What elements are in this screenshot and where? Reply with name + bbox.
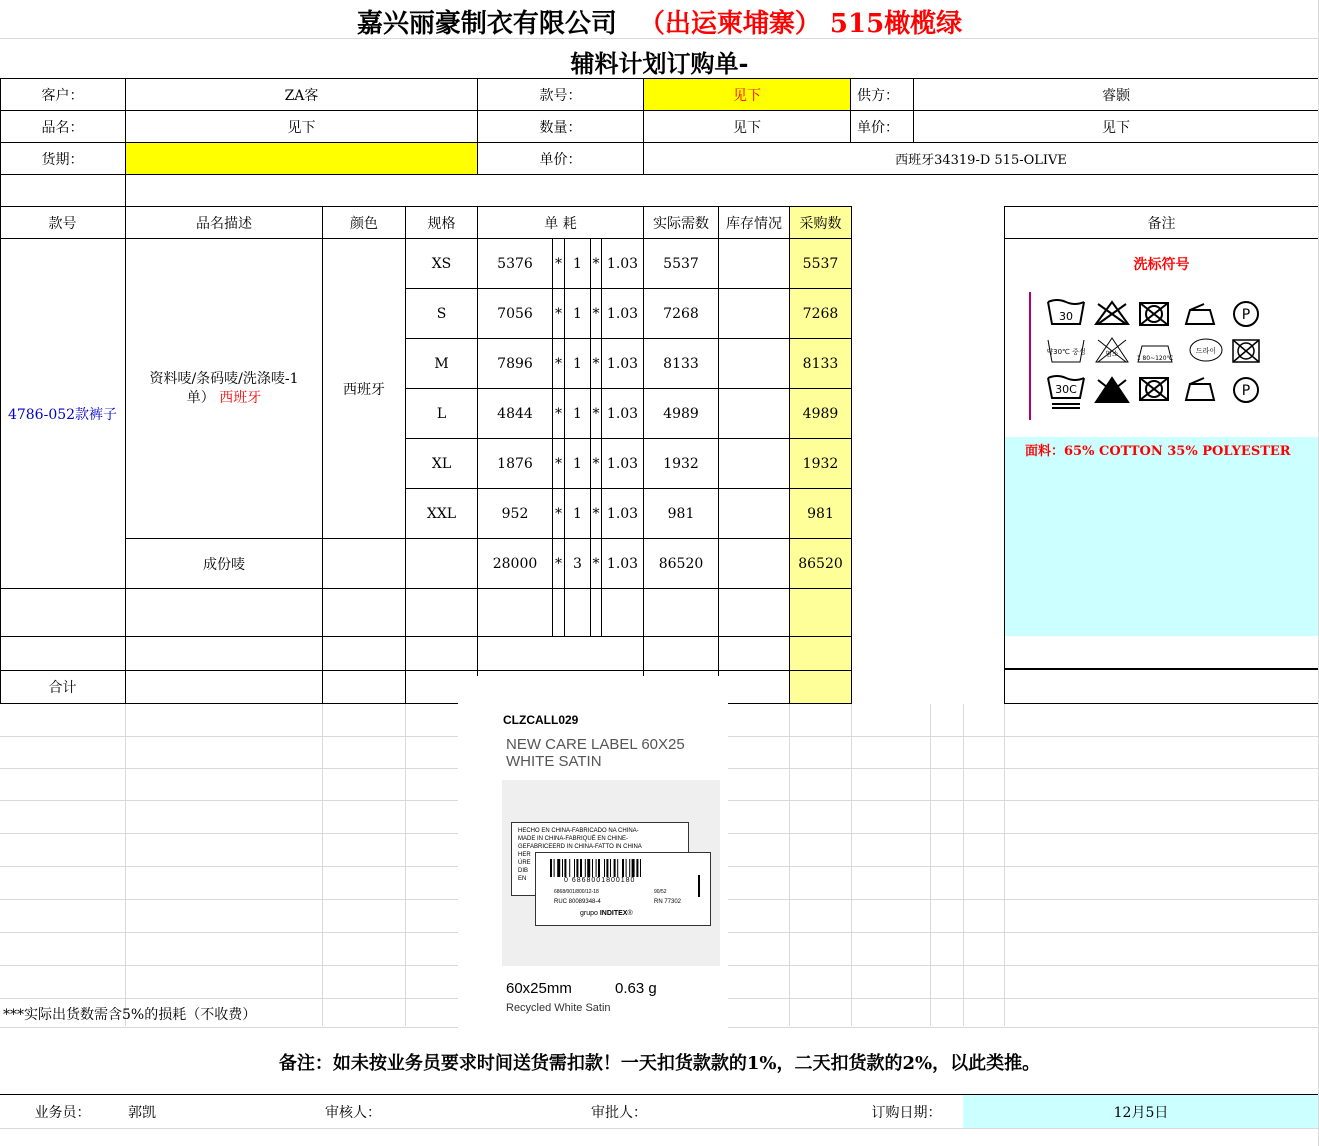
- row-size: XL: [431, 455, 452, 472]
- row-op1: *: [555, 355, 562, 372]
- customer-label: 客户：: [41, 87, 84, 104]
- row-qty: 5376: [497, 255, 533, 272]
- row-op2: *: [592, 355, 600, 372]
- row-need: 8133: [663, 355, 699, 372]
- col-style-no: 款号: [48, 215, 77, 232]
- no-tumble-dry-icon-2: [1233, 340, 1259, 362]
- barcode-bar: [617, 859, 618, 877]
- row-op2: *: [592, 505, 600, 522]
- composition-op2: *: [592, 555, 600, 572]
- svg-text:염소: 염소: [1105, 350, 1119, 358]
- delivery-value[interactable]: [126, 143, 477, 174]
- care-label-weight: 0.63 g: [615, 980, 657, 997]
- barcode-bar: [604, 859, 605, 877]
- supplier-value[interactable]: 睿颢: [1102, 87, 1130, 104]
- row-need: 4989: [663, 405, 699, 422]
- row-mult: 1: [573, 355, 582, 372]
- loss-note: ***实际出货数需含5%的损耗（不收费）: [3, 1007, 257, 1023]
- row-mult: 1: [573, 455, 582, 472]
- row-qty: 952: [501, 505, 529, 522]
- dry-clean-p-icon: [1234, 302, 1258, 326]
- row-size: L: [436, 405, 447, 422]
- row-factor: 1.03: [606, 505, 639, 522]
- care-label-photo: [502, 780, 720, 966]
- row-factor: 1.03: [606, 455, 639, 472]
- svg-text:P: P: [1241, 383, 1251, 399]
- iron-temp-korean-icon: [1137, 346, 1174, 362]
- composition-op1: *: [555, 555, 562, 572]
- care-label-card: [458, 676, 728, 1031]
- desc-main: 资料唛/条码唛/洗涤唛-1单）: [149, 370, 299, 406]
- desc-red: 西班牙: [219, 389, 262, 406]
- svg-text:P: P: [1241, 307, 1251, 323]
- row-mult: 1: [573, 255, 582, 272]
- total-label: 合计: [48, 680, 77, 696]
- composition-purchase: 86520: [798, 555, 843, 572]
- qty-label: 数量：: [539, 119, 582, 136]
- row-op1: *: [555, 405, 562, 422]
- price-label: 单价：: [857, 119, 899, 136]
- composition-desc: 成份唛: [203, 556, 245, 573]
- barcode-bar: [554, 859, 555, 877]
- barcode-bar: [626, 859, 627, 877]
- col-need: 实际需数: [653, 215, 709, 232]
- remark-note: 备注：如未按业务员要求时间送货需扣款！一天扣货款款的1%，二天扣货款的2%，以此类推。: [278, 1053, 1041, 1074]
- supplier-label: 供方：: [857, 87, 899, 104]
- row-purchase: 4989: [802, 405, 839, 422]
- care-label-name-2: WHITE SATIN: [506, 753, 602, 770]
- barcode-bar: [564, 859, 566, 877]
- svg-text:드라이: 드라이: [1195, 347, 1217, 355]
- care-label-code: CLZCALL029: [503, 713, 579, 727]
- barcode-bar: [622, 859, 624, 877]
- desc-cell: [126, 239, 322, 538]
- title-row: [0, 0, 1319, 42]
- row-need: 981: [667, 505, 695, 522]
- style-no-value: 4786-052款裤子: [7, 406, 118, 423]
- no-tumble-dry-icon: [1140, 303, 1168, 325]
- wash-symbols-divider: [1029, 292, 1031, 420]
- col-desc: 品名描述: [196, 215, 252, 232]
- row-op2: *: [592, 455, 600, 472]
- row-size: XS: [431, 255, 452, 272]
- style-label: 款号：: [539, 87, 582, 104]
- col-remark: 备注: [1147, 215, 1176, 232]
- row-mult: 1: [573, 505, 582, 522]
- order-note: （出运柬埔寨） 515橄榄绿: [638, 8, 963, 39]
- barcode-bar: [610, 859, 611, 877]
- barcode-bar: [569, 859, 570, 877]
- row-qty: 4844: [497, 405, 533, 422]
- barcode-bar: [585, 859, 586, 877]
- barcode-bar: [614, 859, 616, 877]
- approver-label: 审批人：: [591, 1104, 647, 1121]
- color-value: 西班牙: [343, 381, 385, 398]
- barcode-bar: [629, 859, 630, 877]
- svg-text:1 80~120℃: 1 80~120℃: [1136, 355, 1174, 362]
- form-title: 辅料计划订购单-: [570, 48, 749, 78]
- price-value[interactable]: 见下: [1102, 119, 1130, 136]
- barcode-bar: [587, 859, 590, 877]
- barcode-bar: [636, 859, 638, 877]
- barcode-bar: [598, 859, 600, 877]
- row-purchase: 8133: [802, 355, 839, 372]
- iron-low-icon: [1186, 304, 1214, 324]
- barcode-bar: [640, 859, 641, 877]
- barcode-bar: [632, 859, 635, 877]
- dry-korean-icon: [1190, 339, 1222, 361]
- dry-clean-p-icon-2: [1234, 378, 1258, 402]
- col-usage: 单 耗: [544, 215, 577, 232]
- row-need: 7268: [663, 305, 699, 322]
- care-label-size: 60x25mm: [506, 980, 572, 997]
- barcode-bar: [606, 859, 608, 877]
- barcode-bar: [580, 859, 582, 877]
- row-factor: 1.03: [606, 355, 639, 372]
- fabric-composition: 面料：65% COTTON 35% POLYESTER: [1025, 444, 1291, 459]
- barcode-bar: [557, 859, 560, 877]
- row-size: XXL: [426, 505, 457, 522]
- col-stock: 库存情况: [726, 215, 782, 232]
- wash-30-korean-icon: [1046, 340, 1085, 362]
- no-bleach-icon: [1096, 302, 1128, 324]
- row-need: 1932: [663, 455, 699, 472]
- qty-value[interactable]: 见下: [733, 119, 761, 136]
- row-factor: 1.03: [606, 405, 639, 422]
- row-need: 5537: [663, 255, 699, 272]
- row-mult: 1: [573, 405, 582, 422]
- row-purchase: 981: [807, 505, 834, 522]
- row-size: S: [436, 305, 447, 322]
- care-label-material: Recycled White Satin: [506, 1002, 611, 1014]
- row-qty: 1876: [497, 455, 533, 472]
- tag-mark: [698, 875, 700, 897]
- style-value[interactable]: 见下: [733, 87, 761, 104]
- row-purchase: 1932: [802, 455, 839, 472]
- delivery-label: 货期：: [41, 151, 84, 168]
- row-op2: *: [592, 255, 600, 272]
- bleach-filled-icon: [1096, 378, 1128, 402]
- row-op1: *: [555, 255, 562, 272]
- customer-value[interactable]: ZA客: [284, 87, 319, 104]
- row-qty: 7896: [497, 355, 533, 372]
- price2-label: 单价：: [539, 151, 582, 168]
- row-mult: 1: [573, 305, 582, 322]
- svg-text:30: 30: [1059, 310, 1073, 323]
- inditex-logo: grupo INDITEX®: [580, 910, 633, 917]
- composition-factor: 1.03: [606, 555, 639, 572]
- row-op2: *: [592, 305, 600, 322]
- row-size: M: [434, 355, 449, 372]
- row-purchase: 7268: [802, 305, 839, 322]
- care-label-name-1: NEW CARE LABEL 60X25: [506, 736, 685, 753]
- svg-text:약30℃ 중성: 약30℃ 중성: [1046, 348, 1086, 356]
- barcode-number: 0 6868001800180: [564, 877, 636, 884]
- row-factor: 1.03: [606, 305, 639, 322]
- product-value[interactable]: 见下: [287, 119, 316, 136]
- row-qty: 7056: [497, 305, 533, 322]
- no-tumble-dry-icon-3: [1140, 378, 1168, 400]
- row-op1: *: [555, 305, 562, 322]
- date-label: 订购日期：: [871, 1104, 942, 1121]
- salesman-label: 业务员：: [34, 1104, 91, 1121]
- barcode-bar: [574, 859, 575, 877]
- col-color: 颜色: [350, 215, 378, 232]
- barcode-bar: [562, 859, 563, 877]
- iron-icon-2: [1186, 378, 1214, 400]
- col-size: 规格: [427, 215, 456, 232]
- wash-symbols-graphic: [1040, 294, 1280, 414]
- care-tag-front: 0 6868001800180 6868/001/800/12-18 90/52 RUC 80089348-4 RN 77302 grupo INDITEX®: [535, 852, 711, 926]
- fabric-cell-bg: [1005, 437, 1319, 636]
- product-label: 品名：: [41, 119, 84, 136]
- composition-need: 86520: [658, 555, 704, 572]
- barcode-graphic: [550, 859, 670, 877]
- barcode-bar: [596, 859, 597, 877]
- price2-value[interactable]: 西班牙34319-D 515-OLIVE: [895, 153, 1067, 168]
- composition-qty: 28000: [492, 555, 538, 572]
- barcode-bar: [576, 859, 578, 877]
- row-op1: *: [555, 505, 562, 522]
- col-purchase: 采购数: [799, 215, 842, 232]
- row-factor: 1.03: [606, 255, 639, 272]
- barcode-bar: [592, 859, 593, 877]
- svg-text:30C: 30C: [1055, 383, 1077, 396]
- wash-symbols-title: 洗标符号: [1133, 256, 1190, 273]
- row-op1: *: [555, 455, 562, 472]
- row-op2: *: [592, 405, 600, 422]
- wash-symbols-panel: [1040, 294, 1280, 414]
- row-purchase: 5537: [802, 255, 839, 272]
- salesman-value[interactable]: 郭凯: [128, 1104, 156, 1121]
- wash-30-icon: [1048, 300, 1084, 324]
- composition-mult: 3: [573, 555, 582, 572]
- company-name: 嘉兴丽豪制衣有限公司: [356, 8, 617, 39]
- barcode-bar: [550, 859, 552, 877]
- no-chlorine-korean-icon: [1096, 338, 1128, 362]
- wash-30c-icon: [1048, 376, 1084, 408]
- date-value[interactable]: 12月5日: [1113, 1104, 1169, 1121]
- reviewer-label: 审核人：: [325, 1104, 381, 1121]
- care-tag-back: HECHO EN CHINA-FABRICADO NA CHINA- MADE IN CHINA-FABRIQUÉ EN CHINE- GEFABRICEERD IN CHINA-FATTO IN CHINA HER ÚRE DIB EN: [511, 822, 689, 896]
